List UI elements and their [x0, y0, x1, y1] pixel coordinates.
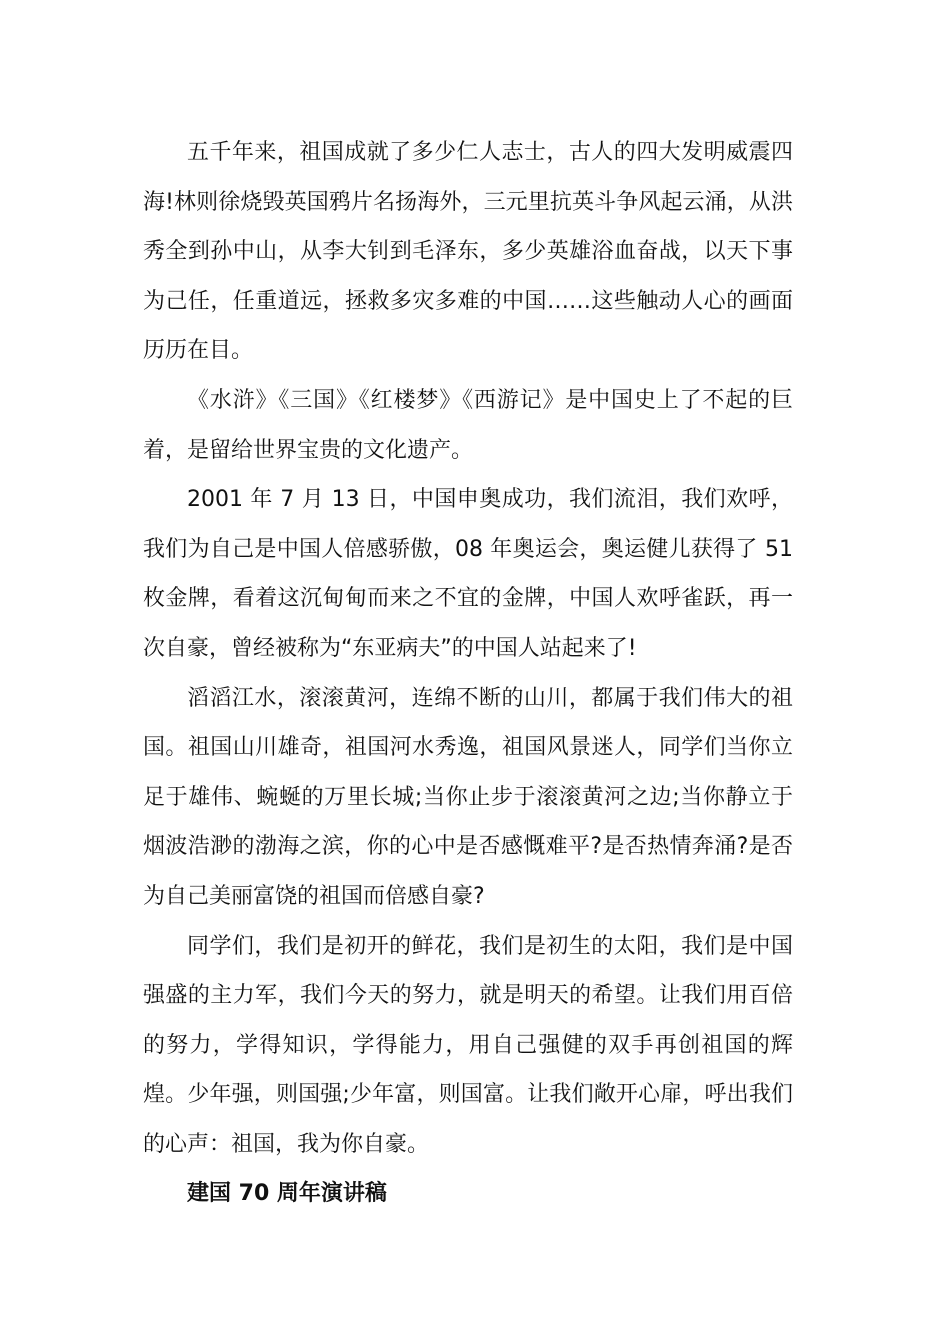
document-body [143, 128, 793, 1219]
section-heading: 建国 70 周年演讲稿 [187, 1181, 387, 1207]
paragraph-1: 五千年来，祖国成就了多少仁人志士，古人的四大发明威震四海!林则徐烧毁英国鸦片名扬海外，三元里抗英斗争风起云涌，从洪秀全到孙中山，从李大钊到毛泽东，多少英雄浴血奋战，以天下事为己任，任重道远，拯救多灾多难的中国……这些触动人心的画面历历在目。 [143, 140, 793, 364]
paragraph-4: 滔滔江水，滚滚黄河，连绵不断的山川，都属于我们伟大的祖国。祖国山川雄奇，祖国河水秀逸，祖国风景迷人，同学们当你立足于雄伟、蜿蜒的万里长城;当你止步于滚滚黄河之边;当你静立于烟波浩渺的渤海之滨，你的心中是否感慨难平?是否热情奔涌?是否为自己美丽富饶的祖国而倍感自豪? [143, 685, 793, 909]
paragraph-3: 2001 年 7 月 13 日，中国申奥成功，我们流泪，我们欢呼，我们为自己是中国人倍感骄傲，08 年奥运会，奥运健儿获得了 51 枚金牌，看着这沉甸甸而来之不宜的金牌，中国人欢呼雀跃，再一次自豪，曾经被称为“东亚病夫”的中国人站起来了! [143, 487, 793, 661]
paragraph-2: 《水浒》《三国》《红楼梦》《西游记》是中国史上了不起的巨着，是留给世界宝贵的文化遗产。 [143, 387, 793, 463]
paragraph-5: 同学们，我们是初开的鲜花，我们是初生的太阳，我们是中国强盛的主力军，我们今天的努力，就是明天的希望。让我们用百倍的努力，学得知识，学得能力，用自己强健的双手再创祖国的辉煌。少年强，则国强;少年富，则国富。让我们敞开心扉，呼出我们的心声：祖国，我为你自豪。 [143, 933, 793, 1157]
